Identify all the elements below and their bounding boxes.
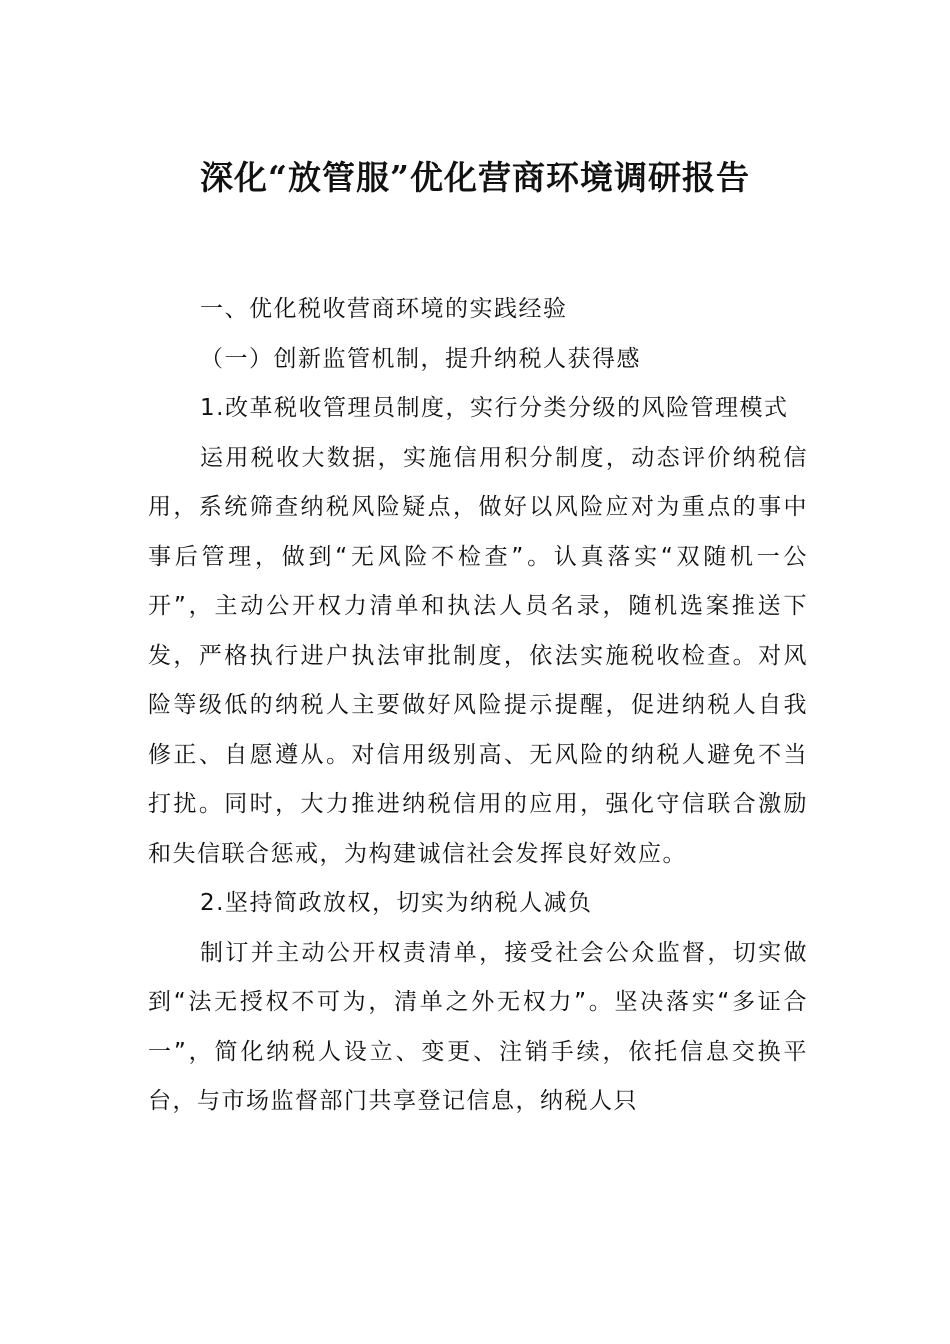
item-1-heading: 1.改革税收管理员制度，实行分类分级的风险管理模式 [200, 395, 789, 421]
section-heading: 一、优化税收营商环境的实践经验 [200, 296, 568, 322]
document-title: 深化“放管服”优化营商环境调研报告 [200, 158, 750, 197]
item-2-heading: 2.坚持简政放权，切实为纳税人减负 [200, 890, 593, 916]
subsection-heading: （一）创新监管机制，提升纳税人获得感 [200, 345, 641, 372]
item-1-paragraph: 运用税收大数据，实施信用积分制度，动态评价纳税信用，系统筛查纳税风险疑点，做好以风险应对为重点的事中事后管理，做到“无风险不检查”。认真落实“双随机一公开”，主动公开权力清单和执法人员名录，随机选案推送下发，严格执行进户执法审批制度，依法实施税收检查。对风险等级低的纳税人主要做好风险提示提醒，促进纳税人自我修正、自愿遵从。对信用级别高、无风险的纳税人避免不当打扰。同时，大力推进纳税信用的应用，强化守信联合激励和失信联合惩戒，为构建诚信社会发挥良好效应。 [148, 444, 808, 867]
item-2-paragraph: 制订并主动公开权责清单，接受社会公众监督，切实做到“法无授权不可为，清单之外无权力”。坚决落实“多证合一”，简化纳税人设立、变更、注销手续，依托信息交换平台，与市场监督部门共享登记信息，纳税人只 [148, 939, 808, 1114]
document-body [148, 285, 808, 1127]
